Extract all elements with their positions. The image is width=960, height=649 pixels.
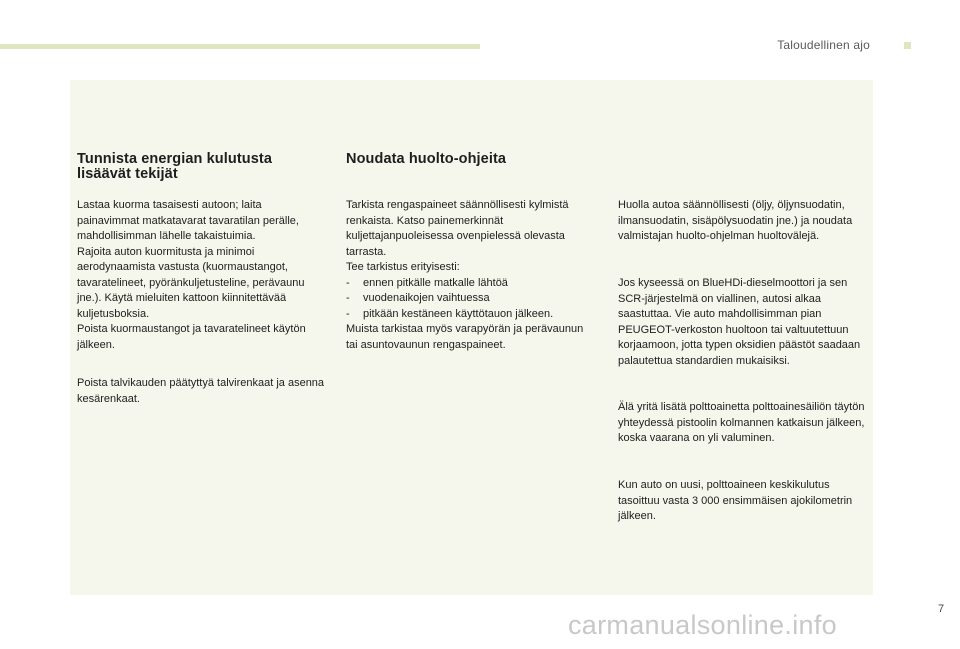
paragraph-refuel: Älä yritä lisätä polttoainetta polttoainesäiliön täytön yhteydessä pistoolin kolmannen katkaisun jälkeen, koska vaarana on yli valuminen.: [618, 401, 865, 444]
text-block: [77, 198, 327, 353]
text-block: [618, 198, 873, 245]
paragraph-limit-load: Rajoita auton kuormitusta ja minimoi aerodynaamista vastusta (kuormaustangot, tavaratelineet, pyöränkuljetusteline, perävaunu jne.). Käytä mieluiten kattoon kiinnitettävää kuljetusboksia.: [77, 245, 305, 320]
section-accent-bar: [0, 44, 480, 49]
paragraph-remove-bars: Poista kuormaustangot ja tavaratelineet käytön jälkeen.: [77, 323, 306, 351]
section-marker: [904, 42, 911, 49]
paragraph-new-car: Kun auto on uusi, polttoaineen keskikulutus tasoittuu vasta 3 000 ensimmäisen ajokilometrin jälkeen.: [618, 479, 853, 522]
paragraph-tyres: Poista talvikauden päätyttyä talvirenkaat ja asenna kesärenkaat.: [77, 377, 325, 405]
list-item: - pitkään kestäneen käyttötauon jälkeen.: [346, 307, 554, 320]
paragraph-tyre-pressure: Tarkista rengaspaineet säännöllisesti kylmistä renkaista. Katso painemerkinnät kuljettajanpuoleisessa ovenpielessä olevasta tarrasta.: [346, 199, 569, 258]
watermark: carmanualsonline.info: [568, 610, 837, 640]
page-number: 7: [938, 603, 945, 615]
section-title: Taloudellinen ajo: [777, 38, 870, 52]
text-block: [618, 400, 873, 447]
heading-energy-factors: Tunnista energian kulutusta lisäävät tekijät: [77, 151, 272, 182]
text-block: [618, 478, 873, 525]
list-item: - vuodenaikojen vaihtuessa: [346, 292, 490, 304]
text-block: [77, 376, 327, 407]
check-list: [346, 276, 596, 323]
paragraph-spare-wheel: Muista tarkistaa myös varapyörän ja perävaunun tai asuntovaunun rengaspaineet.: [346, 323, 584, 351]
text-block: [618, 276, 873, 369]
paragraph-service: Huolla autoa säännöllisesti (öljy, öljynsuodatin, ilmansuodatin, sisäpölysuodatin jne.) ja noudata valmistajan huolto-ohjelman huoltovälejä.: [618, 199, 853, 242]
paragraph-load: Lastaa kuorma tasaisesti autoon; laita painavimmat matkatavarat tavaratilan perälle, mahdollisimman lähelle takaistuimia.: [77, 199, 299, 242]
text-block: [346, 198, 596, 353]
list-item: - ennen pitkälle matkalle lähtöä: [346, 276, 508, 289]
list-intro: Tee tarkistus erityisesti:: [346, 261, 460, 273]
content-panel: [70, 80, 873, 595]
paragraph-bluehdi: Jos kyseessä on BlueHDi-dieselmoottori ja sen SCR-järjestelmä on viallinen, autosi alkaa saastuttaa. Vie auto mahdollisimman pian PEUGEOT-verkoston huoltoon tai valtuutettuun korjaamoon, jotta typen oksidien päästöt saadaan palautettua standardien mukaisiksi.: [618, 277, 861, 367]
heading-maintenance: Noudata huolto-ohjeita: [346, 151, 507, 167]
